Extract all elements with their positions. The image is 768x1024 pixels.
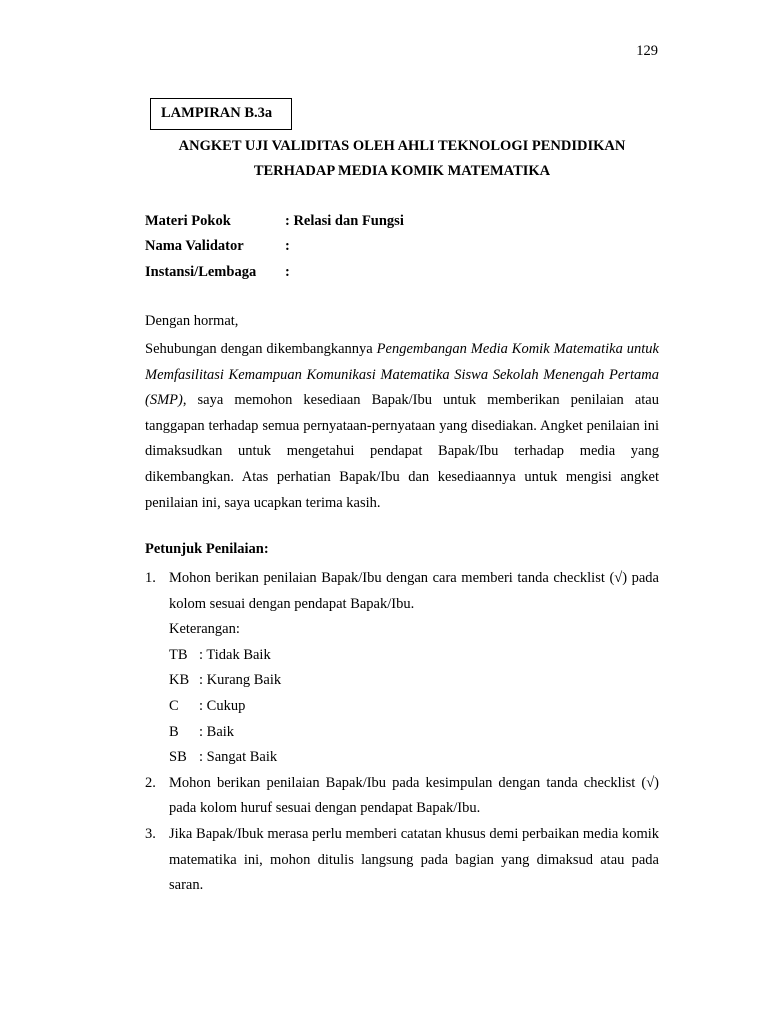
body-paragraph — [145, 337, 659, 516]
meta-value: : — [285, 238, 290, 254]
meta-value: : — [285, 264, 290, 280]
instruction-number: 3. — [145, 825, 156, 842]
legend-code: C — [169, 697, 179, 714]
instruction-item — [145, 822, 659, 899]
instruction-number: 2. — [145, 774, 156, 791]
meta-label: Instansi/Lembaga — [145, 264, 257, 280]
legend-code: KB — [169, 672, 190, 689]
instructions-title: Petunjuk Penilaian: — [145, 541, 269, 557]
legend-code: TB — [169, 646, 188, 663]
body-text-italic-title: Pengembangan Media Komik Matematika untuk Memfasilitasi Kemampuan Komunikasi Matematika Siswa Sekolah Menengah Pertama (SMP) — [145, 341, 659, 409]
meta-value: : Relasi dan Fungsi — [285, 213, 404, 229]
legend-row — [169, 643, 659, 669]
legend-row — [169, 694, 659, 720]
instruction-text: Mohon berikan penilaian Bapak/Ibu dengan cara memberi tanda checklist (√) pada kolom sesuai dengan pendapat Bapak/Ibu. — [169, 570, 659, 612]
meta-fields — [145, 213, 659, 293]
meta-label: Nama Validator — [145, 238, 244, 254]
document-title-line-2: TERHADAP MEDIA KOMIK MATEMATIKA — [253, 163, 551, 179]
instruction-text: Mohon berikan penilaian Bapak/Ibu pada kesimpulan dengan tanda checklist (√) pada kolom huruf sesuai dengan pendapat Bapak/Ibu. — [169, 774, 659, 817]
body-text-pre: Sehubungan dengan dikembangkannya — [145, 341, 377, 357]
greeting: Dengan hormat, — [145, 313, 239, 329]
instructions-list — [145, 566, 659, 899]
legend-row — [169, 720, 659, 746]
legend-code: SB — [169, 749, 187, 766]
legend-row — [169, 745, 659, 771]
meta-label: Materi Pokok — [145, 213, 231, 229]
page-number: 129 — [636, 43, 658, 59]
legend-meaning: : Kurang Baik — [199, 672, 282, 689]
instruction-number: 1. — [145, 570, 156, 586]
legend-row — [169, 668, 659, 694]
legend-meaning: : Cukup — [199, 697, 246, 714]
legend-meaning: : Sangat Baik — [199, 749, 278, 766]
legend-code: B — [169, 723, 179, 740]
legend-title: Keterangan: — [169, 621, 240, 638]
legend-meaning: : Tidak Baik — [199, 646, 271, 663]
body-text-post: , saya memohon kesediaan Bapak/Ibu untuk memberikan penilaian atau tanggapan terhadap semua pernyataan-pernyataan yang disediakan. Angket penilaian ini dimaksudkan untuk mengetahui pendapat Bapak/Ibu terhadap media yang dikembangkan. Atas perhatian Bapak/Ibu dan kesediaannya untuk mengisi angket penilaian ini, saya ucapkan terima kasih. — [145, 392, 659, 511]
instruction-item — [145, 566, 659, 771]
appendix-label: LAMPIRAN B.3a — [150, 98, 292, 130]
instruction-text: Jika Bapak/Ibuk merasa perlu memberi catatan khusus demi perbaikan media komik matematika ini, mohon ditulis langsung pada bagian yang dimaksud atau pada saran. — [169, 825, 659, 894]
legend — [169, 643, 659, 771]
document-title-line-1: ANGKET UJI VALIDITAS OLEH AHLI TEKNOLOGI PENDIDIKAN — [178, 138, 626, 154]
instruction-item — [145, 771, 659, 822]
legend-meaning: : Baik — [199, 723, 235, 740]
